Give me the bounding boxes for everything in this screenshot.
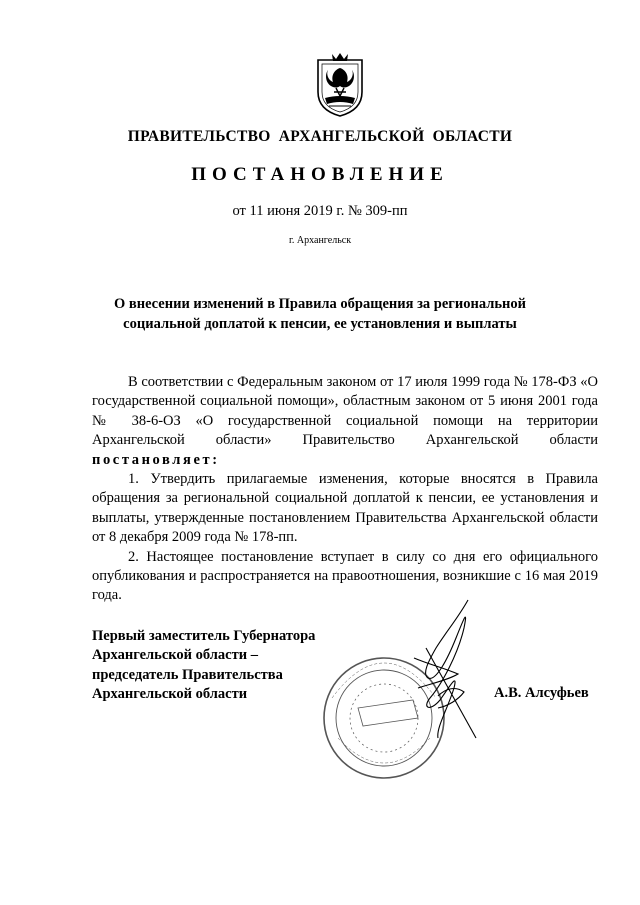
item-1-paragraph: 1. Утвердить прилагаемые изменения, которые вносятся в Правила обращения за региональной социальной доплатой к пенсии, ее установления и выплаты, утвержденные постановлением Правительства Архангельской области от 8 декабря 2009 года № 178-пп. (92, 471, 598, 546)
handwritten-signature (414, 600, 476, 738)
city-name: г. Архангельск (288, 235, 352, 246)
document-type-title: ПОСТАНОВЛЕНИЕ (191, 164, 449, 185)
signer-position-line-3: председатель Правительства (92, 666, 283, 683)
signature-and-stamp (318, 588, 498, 788)
signer-position-line-4: Архангельской области (92, 686, 248, 703)
resolves-colon: : (212, 451, 220, 468)
subject-line-1: О внесении изменений в Правила обращения за региональной (113, 296, 526, 312)
signer-position-block (92, 627, 315, 705)
date-and-number: от 11 июня 2019 г. № 309-пп (232, 203, 408, 219)
preamble-paragraph (92, 373, 598, 470)
document-body (92, 373, 598, 606)
signer-position-line-1: Первый заместитель Губернатора (92, 628, 316, 644)
subject-line-2: социальной доплатой к пенсии, ее установления и выплаты (123, 316, 517, 332)
government-name: ПРАВИТЕЛЬСТВО АРХАНГЕЛЬСКОЙ ОБЛАСТИ (127, 128, 513, 145)
document-subject (0, 294, 640, 334)
coat-of-arms-emblem (312, 52, 368, 118)
preamble-text: В соответствии с Федеральным законом от 17 июля 1999 года № 178-ФЗ «О государственной социальной помощи», областным законом от 5 июня 2001 года № 38-6-ОЗ «О государственной социальной помощи на территории Архангельской области» Правительство Архангельской области (92, 374, 598, 449)
signer-name: А.В. Алсуфьев (494, 685, 589, 701)
item-2-paragraph: 2. Настоящее постановление вступает в силу со дня его официального опубликования и распространяется на правоотношения, возникшие с 16 мая 2019 года. (92, 548, 598, 604)
resolves-word: постановляет (92, 451, 213, 468)
signer-position-line-2: Архангельской области – (92, 647, 258, 664)
